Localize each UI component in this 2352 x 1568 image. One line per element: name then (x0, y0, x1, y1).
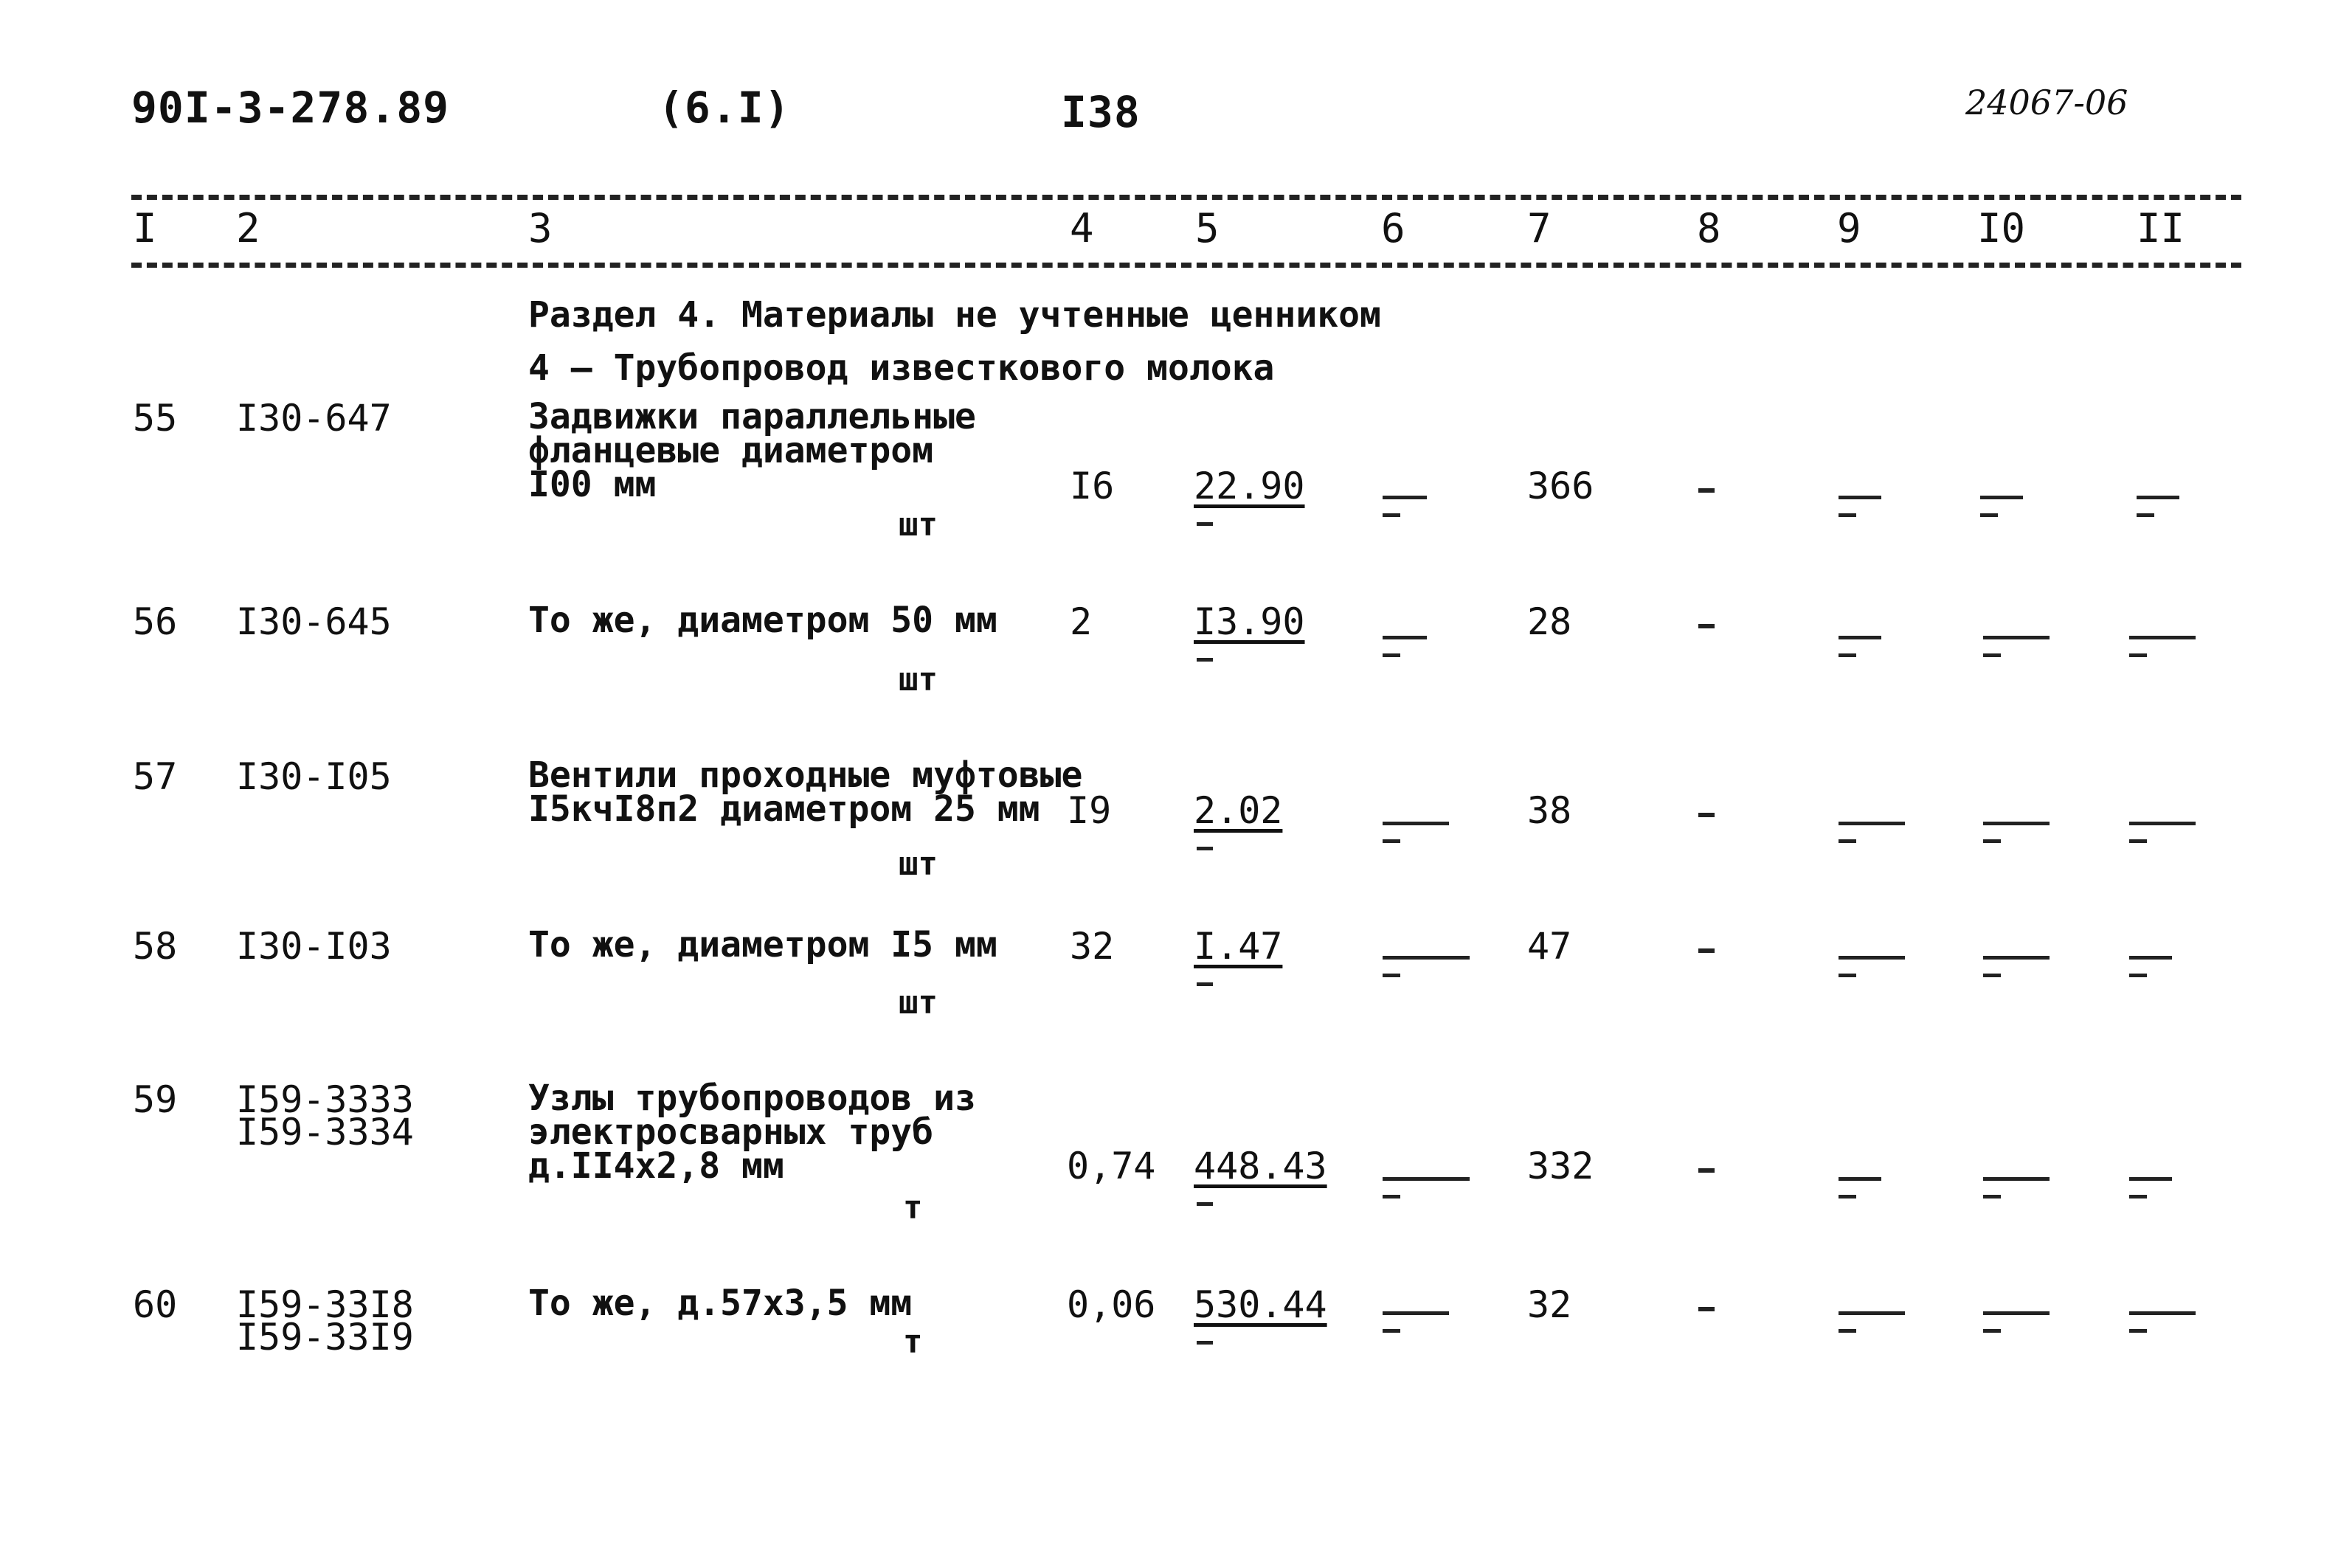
quantity: I6 (1070, 465, 1115, 507)
column-header-6: 6 (1381, 205, 1405, 251)
ditto-mark (2129, 956, 2172, 976)
row-number: 57 (133, 755, 178, 798)
item-description: То же, диаметром 50 мм (528, 600, 997, 641)
ditto-mark (2129, 822, 2196, 842)
unit-label: шт (899, 984, 938, 1021)
item-code: I30-645 (236, 600, 392, 643)
header-bottom-rule (131, 263, 2241, 268)
unit-label: т (903, 1323, 923, 1361)
empty-dash (1698, 624, 1715, 628)
unit-price: I.47 (1194, 925, 1283, 968)
column-header-3: 3 (528, 205, 553, 251)
price-dash-mark (1197, 522, 1213, 526)
ditto-mark (1383, 496, 1427, 516)
ditto-mark (1383, 636, 1427, 656)
column-header-7: 7 (1527, 205, 1552, 251)
ditto-mark (1839, 496, 1881, 516)
ditto-mark (2137, 496, 2179, 516)
item-description: электросварных труб (528, 1111, 934, 1153)
item-description: фланцевые диаметром (528, 430, 934, 471)
ditto-mark (1839, 1311, 1905, 1332)
document-number: 90I-3-278.89 (131, 83, 450, 133)
item-code: I30-647 (236, 397, 392, 440)
subsection-title: 4 – Трубопровод известкового молока (528, 347, 1275, 389)
ditto-mark (2129, 1177, 2172, 1198)
unit-label: т (903, 1189, 923, 1227)
section-title: Раздел 4. Материалы не учтенные ценником (528, 294, 1381, 336)
ditto-mark (1983, 822, 2050, 842)
unit-label: шт (899, 506, 938, 544)
item-code: I30-I05 (236, 755, 392, 798)
empty-dash (1698, 1168, 1715, 1173)
page-number: I38 (1061, 87, 1141, 137)
row-number: 60 (133, 1283, 178, 1326)
unit-price: I3.90 (1194, 600, 1305, 643)
column-header-2: 2 (236, 205, 260, 251)
column-header-4: 4 (1070, 205, 1094, 251)
ditto-mark (1839, 822, 1905, 842)
total-value: 28 (1527, 600, 1572, 643)
row-number: 58 (133, 925, 178, 968)
unit-price: 530.44 (1194, 1283, 1327, 1326)
row-number: 55 (133, 397, 178, 440)
ditto-mark (1983, 1311, 2050, 1332)
total-value: 38 (1527, 789, 1572, 832)
unit-price: 448.43 (1194, 1145, 1327, 1187)
item-description: I00 мм (528, 464, 657, 505)
quantity: 32 (1070, 925, 1115, 968)
unit-label: шт (899, 661, 938, 698)
item-code: I30-I03 (236, 925, 392, 968)
total-value: 366 (1527, 465, 1594, 507)
ditto-mark (1980, 496, 2023, 516)
header-top-rule (131, 195, 2241, 200)
column-header-5: 5 (1195, 205, 1220, 251)
ditto-mark (1383, 1177, 1470, 1198)
price-dash-mark (1197, 1341, 1213, 1345)
column-header-9: 9 (1837, 205, 1861, 251)
item-description: То же, диаметром I5 мм (528, 924, 997, 965)
empty-dash (1698, 813, 1715, 817)
column-header-8: 8 (1697, 205, 1721, 251)
section-number: (6.I) (658, 83, 791, 133)
total-value: 47 (1527, 925, 1572, 968)
quantity: I9 (1067, 789, 1112, 832)
ditto-mark (2129, 1311, 2196, 1332)
total-value: 332 (1527, 1145, 1594, 1187)
quantity: 0,06 (1067, 1283, 1156, 1326)
item-description: То же, д.57х3,5 мм (528, 1283, 913, 1324)
item-description: I5кчI8п2 диаметром 25 мм (528, 788, 1040, 830)
item-description: Вентили проходные муфтовые (528, 754, 1083, 796)
row-number: 59 (133, 1078, 178, 1121)
ditto-mark (1983, 956, 2050, 976)
empty-dash (1698, 948, 1715, 953)
handwritten-code: 24067-06 (1965, 83, 2128, 122)
total-value: 32 (1527, 1283, 1572, 1326)
empty-dash (1698, 488, 1715, 493)
unit-price: 2.02 (1194, 789, 1283, 832)
column-header-11: II (2137, 205, 2185, 251)
empty-dash (1698, 1307, 1715, 1311)
price-dash-mark (1197, 1202, 1213, 1206)
item-code: I59-33I8 (236, 1283, 414, 1326)
ditto-mark (1383, 822, 1449, 842)
column-header-10: I0 (1977, 205, 2026, 251)
item-code: I59-3334 (236, 1111, 414, 1154)
price-dash-mark (1197, 982, 1213, 986)
ditto-mark (1983, 1177, 2050, 1198)
item-description: д.II4х2,8 мм (528, 1145, 784, 1187)
item-description: Узлы трубопроводов из (528, 1078, 976, 1119)
ditto-mark (1839, 636, 1881, 656)
price-dash-mark (1197, 658, 1213, 662)
ditto-mark (1839, 1177, 1881, 1198)
ditto-mark (1839, 956, 1905, 976)
item-description: Задвижки параллельные (528, 396, 976, 437)
quantity: 0,74 (1067, 1145, 1156, 1187)
ditto-mark (1383, 956, 1470, 976)
column-header-1: I (133, 205, 157, 251)
row-number: 56 (133, 600, 178, 643)
ditto-mark (1983, 636, 2050, 656)
ditto-mark (1383, 1311, 1449, 1332)
unit-label: шт (899, 845, 938, 883)
item-code: I59-3333 (236, 1078, 414, 1121)
item-code: I59-33I9 (236, 1316, 414, 1359)
unit-price: 22.90 (1194, 465, 1305, 507)
quantity: 2 (1070, 600, 1093, 643)
ditto-mark (2129, 636, 2196, 656)
price-dash-mark (1197, 847, 1213, 850)
